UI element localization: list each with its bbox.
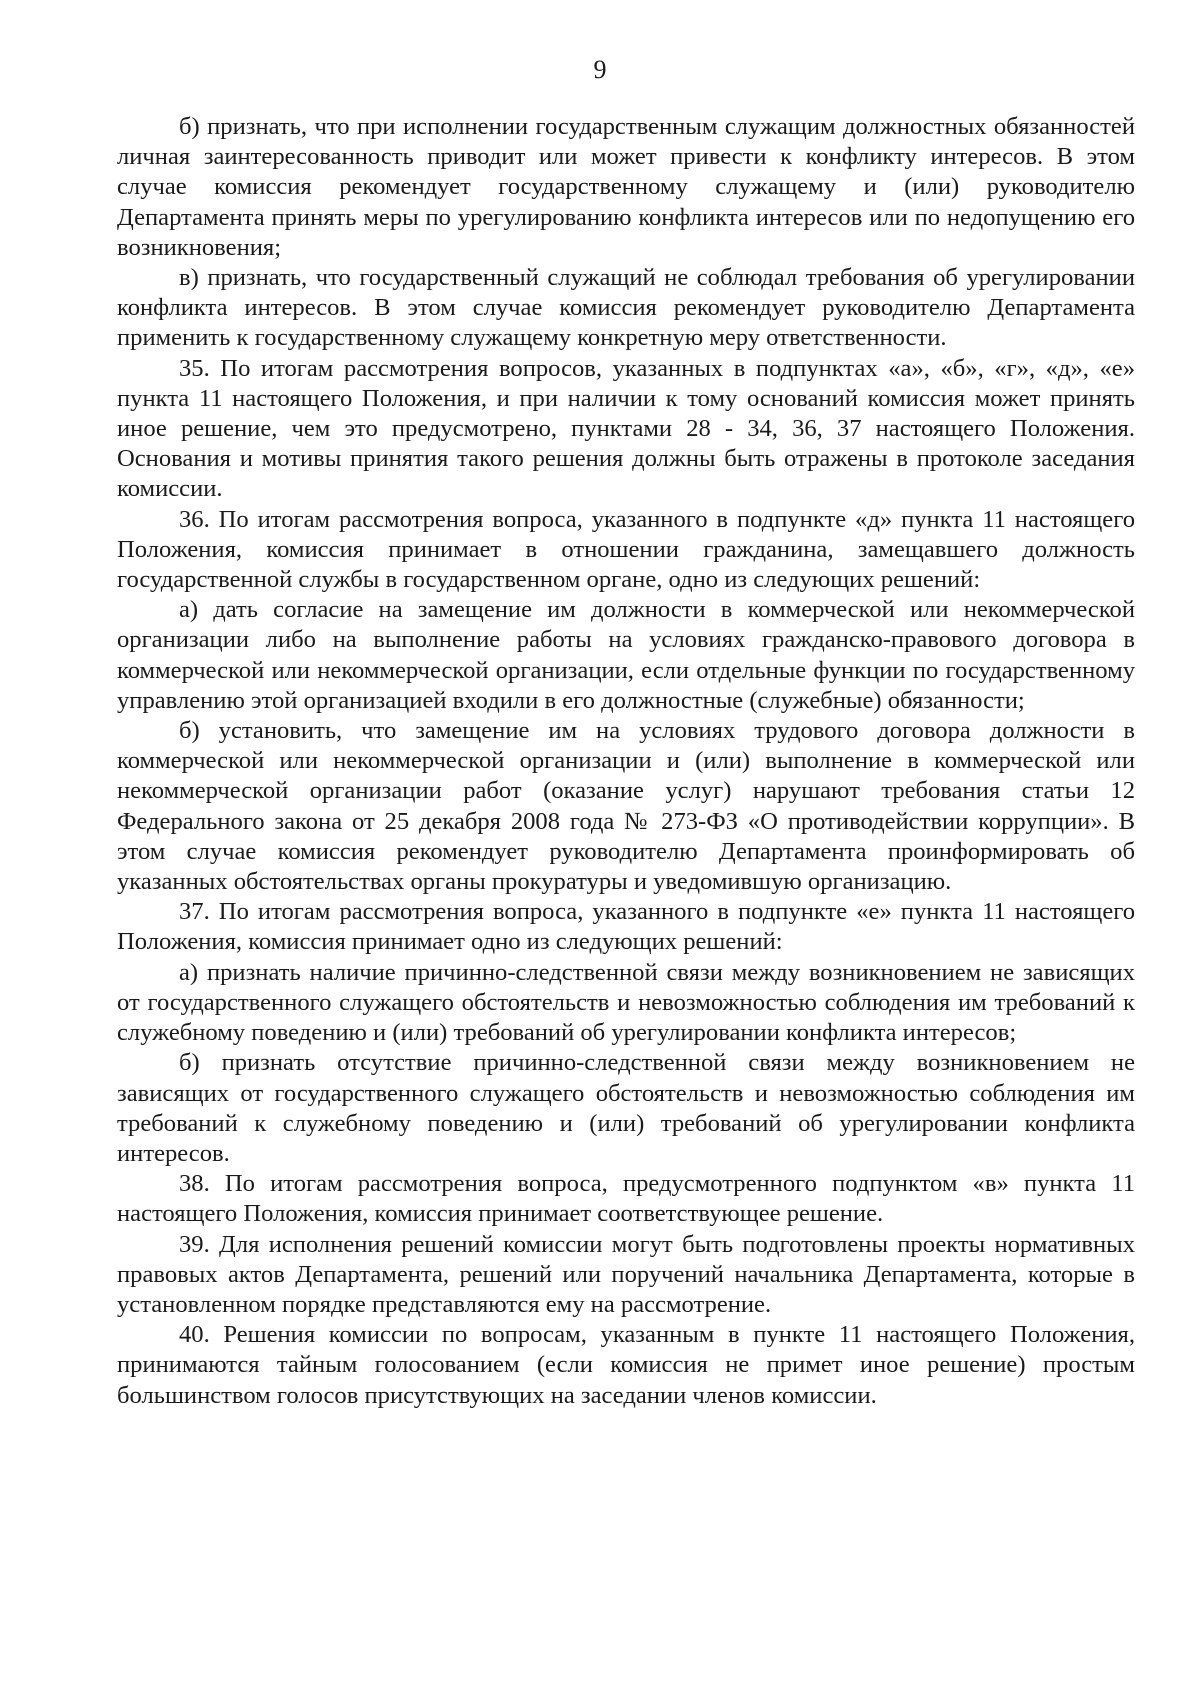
paragraph-36a: а) дать согласие на замещение им должности в коммерческой или некоммерческой организации либо на выполнение работы на условиях гражданско-правового договора в коммерческой или некоммерческой организации, если отдельные функции по государственному управлению этой организацией входили в его должностные (служебные) обязанности;: [117, 596, 1135, 714]
paragraph-37a: а) признать наличие причинно-следственной связи между возникновением не зависящих от государственного служащего обстоятельств и невозможностью соблюдения им требований к служебному поведению и (или) требований об урегулировании конфликта интересов;: [117, 958, 1135, 1047]
page-number: 9: [593, 55, 607, 84]
paragraph-39: 39. Для исполнения решений комиссии могут быть подготовлены проекты нормативных правовых актов Департамента, решений или поручений начальника Департамента, которые в установленном порядке представляются ему на рассмотрение.: [117, 1230, 1135, 1318]
paragraph-37: 37. По итогам рассмотрения вопроса, указанного в подпункте «е» пункта 11 настоящего Положения, комиссия принимает одно из следующих решений:: [117, 898, 1135, 956]
paragraph-37b: б) признать отсутствие причинно-следственной связи между возникновением не зависящих от государственного служащего обстоятельств и невозможностью соблюдения им требований к служебному поведению и (или) требований об урегулировании конфликта интересов.: [117, 1049, 1135, 1167]
paragraph-34v: в) признать, что государственный служащий не соблюдал требования об урегулировании конфликта интересов. В этом случае комиссия рекомендует руководителю Департамента применить к государственному служащему конкретную меру ответственности.: [117, 264, 1135, 352]
paragraph-38: 38. По итогам рассмотрения вопроса, предусмотренного подпунктом «в» пункта 11 настоящего Положения, комиссия принимает соответствующее решение.: [117, 1170, 1135, 1228]
paragraph-34b: б) признать, что при исполнении государственным служащим должностных обязанностей личная заинтересованность приводит или может привести к конфликту интересов. В этом случае комиссия рекомендует государственному служащему и (или) руководителю Департамента принять меры по урегулированию конфликта интересов или по недопущению его возникновения;: [117, 113, 1135, 261]
paragraph-35: 35. По итогам рассмотрения вопросов, указанных в подпунктах «а», «б», «г», «д», «е» пункта 11 настоящего Положения, и при наличии к тому оснований комиссия может принять иное решение, чем это предусмотрено, пунктами 28 - 34, 36, 37 настоящего Положения. Основания и мотивы принятия такого решения должны быть отражены в протоколе заседания комиссии.: [117, 354, 1135, 503]
document-body: [117, 112, 1135, 1411]
paragraph-36b: б) установить, что замещение им на условиях трудового договора должности в коммерческой или некоммерческой организации и (или) выполнение в коммерческой или некоммерческой организации работ (оказание услуг) нарушают требования статьи 12 Федерального закона от 25 декабря 2008 года № 273-ФЗ «О противодействии коррупции». В этом случае комиссия рекомендует руководителю Департамента проинформировать об указанных обстоятельствах органы прокуратуры и уведомившую организацию.: [117, 717, 1135, 896]
paragraph-40: 40. Решения комиссии по вопросам, указанным в пункте 11 настоящего Положения, принимаются тайным голосованием (если комиссия не примет иное решение) простым большинством голосов присутствующих на заседании членов комиссии.: [117, 1321, 1135, 1409]
paragraph-36: 36. По итогам рассмотрения вопроса, указанного в подпункте «д» пункта 11 настоящего Положения, комиссия принимает в отношении гражданина, замещавшего должность государственной службы в государственном органе, одно из следующих решений:: [117, 505, 1135, 594]
